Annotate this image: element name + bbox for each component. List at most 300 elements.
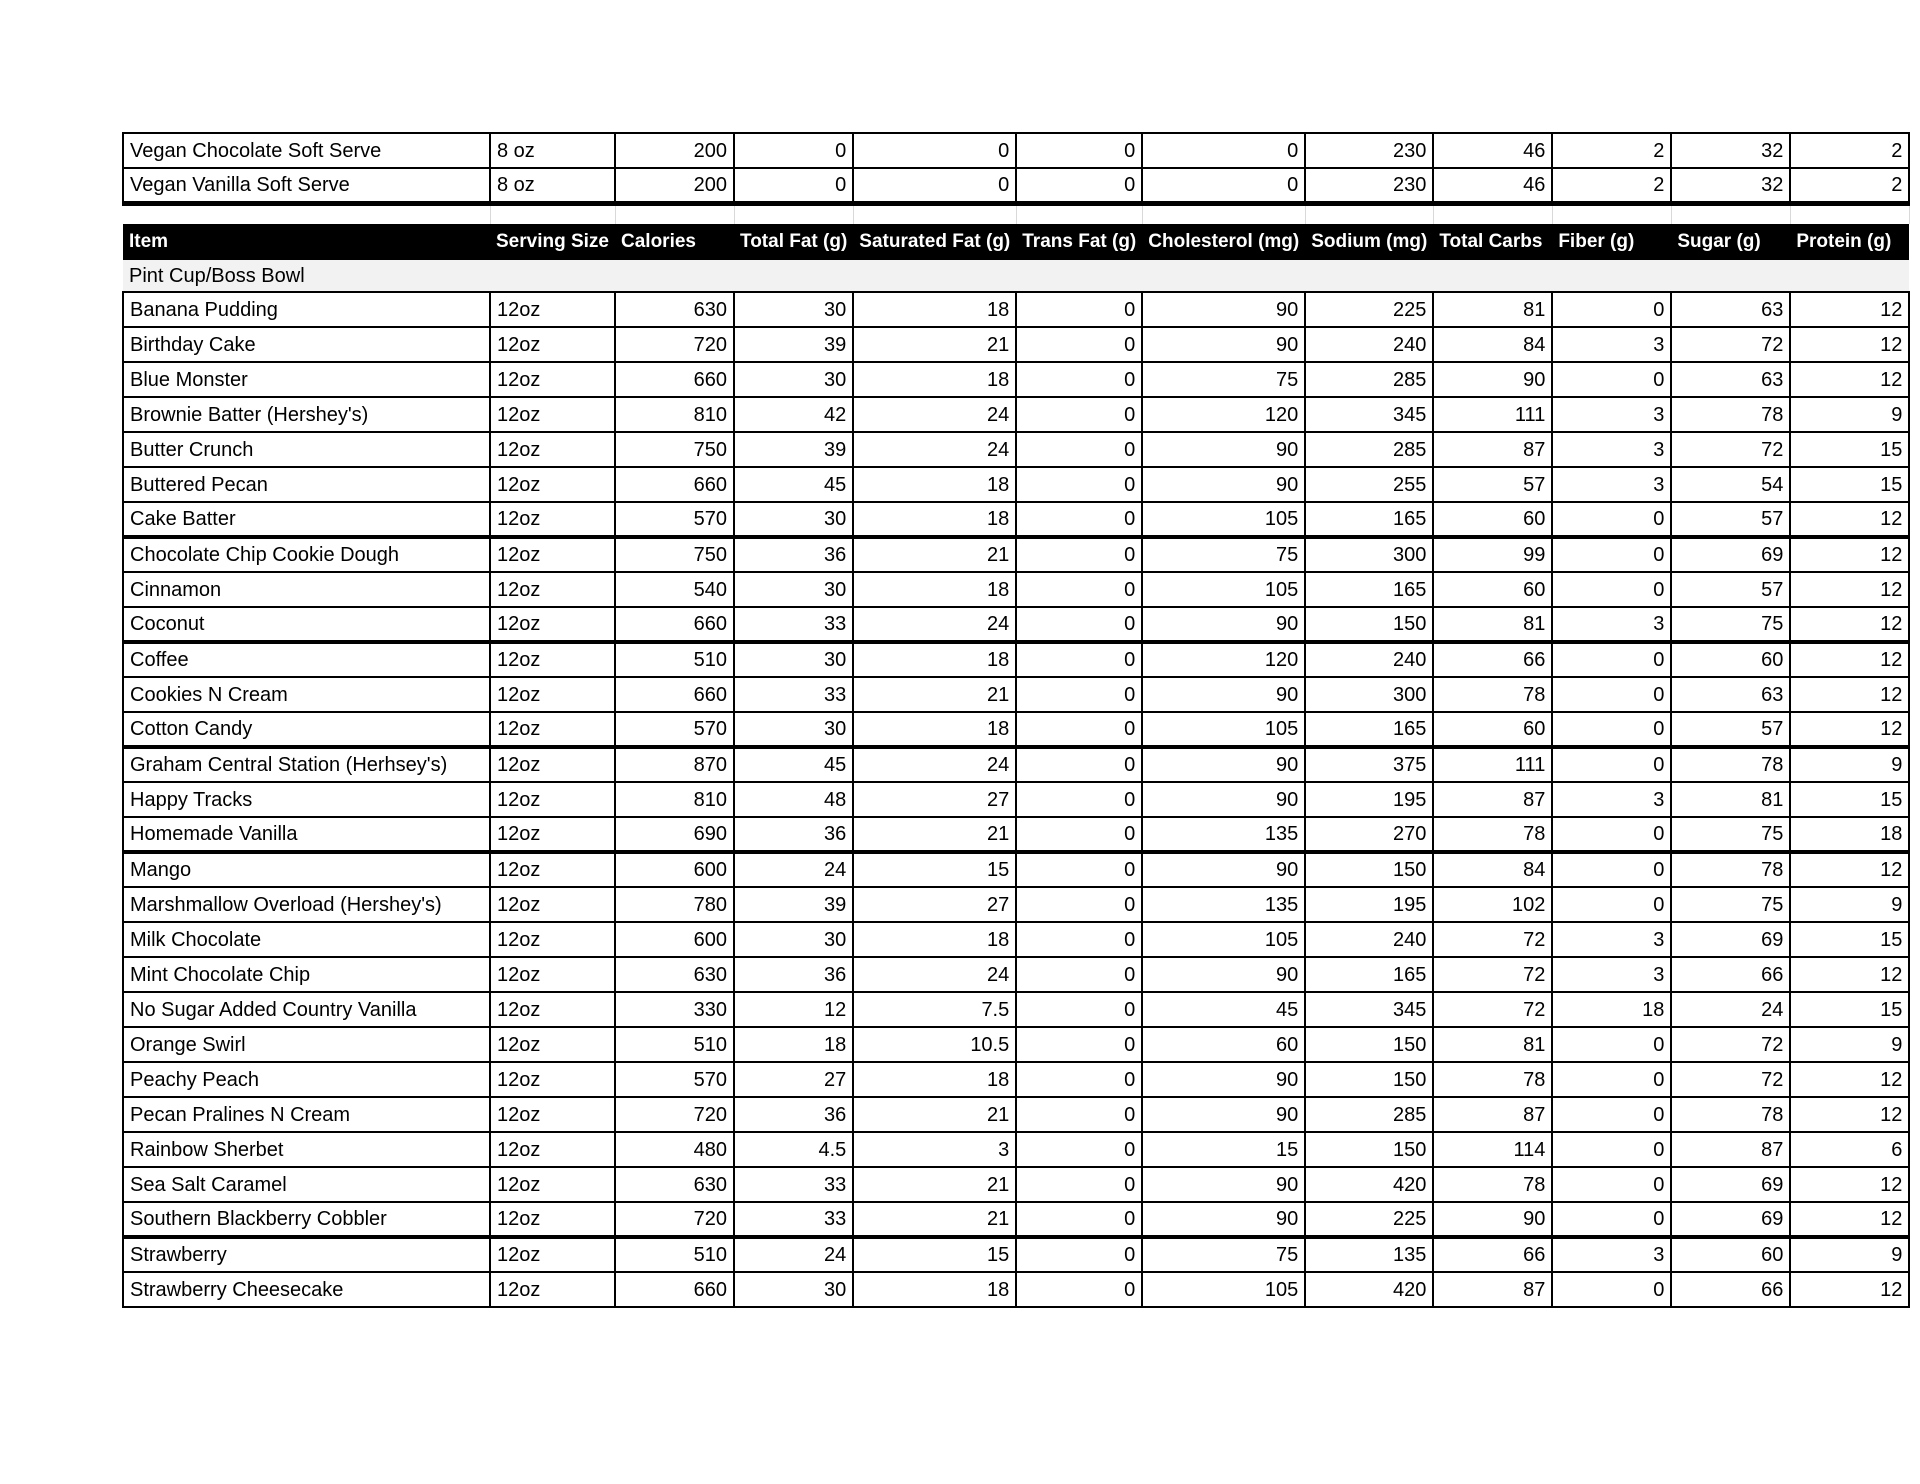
cell-item: Blue Monster	[123, 362, 490, 397]
cell-value: 12	[1790, 1097, 1909, 1132]
cell-value: 12	[1790, 1062, 1909, 1097]
cell-value: 0	[1016, 1272, 1142, 1307]
cell-value: 720	[615, 1097, 734, 1132]
mid-section	[123, 203, 1909, 292]
cell-value: 0	[853, 168, 1016, 203]
cell-value: 0	[1552, 677, 1671, 712]
cell-serving-size: 12oz	[490, 1027, 615, 1062]
cell-value: 21	[853, 1202, 1016, 1237]
cell-value: 57	[1433, 467, 1552, 502]
cell-value: 30	[734, 642, 853, 677]
cell-value: 9	[1790, 887, 1909, 922]
flavor-rows	[123, 292, 1909, 1307]
cell-value: 111	[1433, 747, 1552, 782]
cell-value: 102	[1433, 887, 1552, 922]
table-row	[123, 467, 1909, 502]
cell-value: 90	[1142, 432, 1305, 467]
cell-item: Chocolate Chip Cookie Dough	[123, 537, 490, 572]
cell-value: 690	[615, 817, 734, 852]
cell-value: 45	[734, 747, 853, 782]
cell-value: 15	[1790, 467, 1909, 502]
table-row	[123, 1272, 1909, 1307]
cell-value: 75	[1671, 817, 1790, 852]
cell-value: 750	[615, 432, 734, 467]
cell-value: 0	[1552, 887, 1671, 922]
cell-value: 24	[853, 397, 1016, 432]
table-row	[123, 432, 1909, 467]
cell-item: Sea Salt Caramel	[123, 1167, 490, 1202]
cell-value: 0	[1016, 1062, 1142, 1097]
cell-value: 90	[1142, 1097, 1305, 1132]
cell-value: 75	[1142, 362, 1305, 397]
cell-item: Happy Tracks	[123, 782, 490, 817]
cell-value: 105	[1142, 1272, 1305, 1307]
cell-value: 36	[734, 1097, 853, 1132]
table-row	[123, 1202, 1909, 1237]
cell-value: 0	[1552, 1062, 1671, 1097]
cell-item: Cotton Candy	[123, 712, 490, 747]
cell-value: 0	[1552, 747, 1671, 782]
cell-value: 0	[1142, 133, 1305, 168]
cell-value: 0	[1016, 133, 1142, 168]
cell-value: 81	[1433, 292, 1552, 327]
cell-value: 75	[1142, 537, 1305, 572]
cell-value: 0	[1016, 642, 1142, 677]
cell-value: 18	[853, 572, 1016, 607]
cell-item: Pecan Pralines N Cream	[123, 1097, 490, 1132]
nutrition-spreadsheet	[122, 132, 1910, 1308]
cell-value: 420	[1305, 1167, 1433, 1202]
cell-value: 18	[853, 292, 1016, 327]
cell-value: 57	[1671, 502, 1790, 537]
cell-value: 225	[1305, 1202, 1433, 1237]
cell-item: Banana Pudding	[123, 292, 490, 327]
table-row	[123, 922, 1909, 957]
cell-value: 84	[1433, 327, 1552, 362]
cell-serving-size: 12oz	[490, 852, 615, 887]
cell-value: 24	[853, 957, 1016, 992]
cell-value: 15	[1790, 992, 1909, 1027]
cell-serving-size: 12oz	[490, 1062, 615, 1097]
cell-item: Marshmallow Overload (Hershey's)	[123, 887, 490, 922]
cell-value: 165	[1305, 502, 1433, 537]
cell-value: 90	[1142, 1062, 1305, 1097]
cell-value: 24	[853, 607, 1016, 642]
cell-value: 0	[1552, 537, 1671, 572]
cell-value: 750	[615, 537, 734, 572]
cell-serving-size: 12oz	[490, 1167, 615, 1202]
cell-value: 90	[1142, 677, 1305, 712]
cell-value: 150	[1305, 852, 1433, 887]
cell-value: 345	[1305, 397, 1433, 432]
cell-value: 0	[1016, 168, 1142, 203]
cell-value: 285	[1305, 1097, 1433, 1132]
cell-value: 510	[615, 1027, 734, 1062]
cell-value: 111	[1433, 397, 1552, 432]
cell-value: 30	[734, 712, 853, 747]
cell-value: 0	[734, 133, 853, 168]
cell-item: Milk Chocolate	[123, 922, 490, 957]
cell-serving-size: 12oz	[490, 537, 615, 572]
cell-serving-size: 12oz	[490, 432, 615, 467]
cell-value: 0	[1016, 817, 1142, 852]
column-header: Saturated Fat (g)	[853, 224, 1016, 260]
cell-value: 18	[853, 467, 1016, 502]
cell-value: 135	[1142, 887, 1305, 922]
cell-value: 0	[1016, 1132, 1142, 1167]
cell-item: Graham Central Station (Herhsey's)	[123, 747, 490, 782]
cell-value: 3	[1552, 327, 1671, 362]
cell-value: 345	[1305, 992, 1433, 1027]
cell-value: 0	[1016, 747, 1142, 782]
cell-value: 30	[734, 502, 853, 537]
cell-value: 81	[1433, 1027, 1552, 1062]
cell-serving-size: 12oz	[490, 642, 615, 677]
cell-value: 57	[1671, 712, 1790, 747]
column-header: Trans Fat (g)	[1016, 224, 1142, 260]
cell-value: 63	[1671, 677, 1790, 712]
cell-value: 3	[1552, 397, 1671, 432]
cell-value: 3	[853, 1132, 1016, 1167]
cell-value: 10.5	[853, 1027, 1016, 1062]
cell-value: 0	[1016, 712, 1142, 747]
cell-value: 6	[1790, 1132, 1909, 1167]
cell-value: 78	[1433, 1167, 1552, 1202]
cell-value: 0	[1016, 327, 1142, 362]
cell-value: 90	[1142, 957, 1305, 992]
gridline-cell	[1790, 203, 1909, 224]
cell-value: 72	[1433, 992, 1552, 1027]
cell-value: 46	[1433, 168, 1552, 203]
cell-value: 45	[734, 467, 853, 502]
cell-value: 0	[1016, 852, 1142, 887]
gridline-cell	[853, 203, 1016, 224]
cell-value: 240	[1305, 642, 1433, 677]
cell-value: 48	[734, 782, 853, 817]
cell-value: 78	[1671, 852, 1790, 887]
cell-value: 33	[734, 677, 853, 712]
cell-value: 90	[1142, 747, 1305, 782]
vegan-soft-serve-rows	[123, 133, 1909, 203]
cell-value: 18	[734, 1027, 853, 1062]
cell-serving-size: 12oz	[490, 782, 615, 817]
cell-value: 0	[1142, 168, 1305, 203]
cell-value: 660	[615, 607, 734, 642]
cell-item: No Sugar Added Country Vanilla	[123, 992, 490, 1027]
cell-value: 3	[1552, 1237, 1671, 1272]
cell-value: 2	[1552, 133, 1671, 168]
cell-value: 15	[1790, 922, 1909, 957]
cell-value: 18	[853, 712, 1016, 747]
table-row	[123, 887, 1909, 922]
cell-value: 12	[1790, 537, 1909, 572]
cell-value: 165	[1305, 712, 1433, 747]
cell-item: Vegan Vanilla Soft Serve	[123, 168, 490, 203]
cell-value: 90	[1142, 1202, 1305, 1237]
cell-value: 105	[1142, 922, 1305, 957]
cell-value: 630	[615, 1167, 734, 1202]
cell-value: 30	[734, 922, 853, 957]
table-row	[123, 397, 1909, 432]
table-row	[123, 957, 1909, 992]
cell-value: 27	[853, 782, 1016, 817]
cell-value: 195	[1305, 887, 1433, 922]
cell-value: 18	[853, 1062, 1016, 1097]
cell-value: 3	[1552, 782, 1671, 817]
cell-value: 27	[853, 887, 1016, 922]
cell-item: Buttered Pecan	[123, 467, 490, 502]
table-row	[123, 292, 1909, 327]
cell-serving-size: 12oz	[490, 607, 615, 642]
cell-serving-size: 12oz	[490, 817, 615, 852]
table-row	[123, 642, 1909, 677]
cell-value: 0	[1016, 502, 1142, 537]
cell-value: 2	[1790, 133, 1909, 168]
cell-value: 105	[1142, 572, 1305, 607]
cell-value: 480	[615, 1132, 734, 1167]
cell-value: 300	[1305, 677, 1433, 712]
cell-value: 21	[853, 327, 1016, 362]
table-row	[123, 572, 1909, 607]
cell-value: 270	[1305, 817, 1433, 852]
cell-value: 33	[734, 607, 853, 642]
cell-value: 12	[1790, 677, 1909, 712]
cell-value: 27	[734, 1062, 853, 1097]
cell-value: 18	[853, 922, 1016, 957]
cell-value: 4.5	[734, 1132, 853, 1167]
cell-value: 87	[1433, 432, 1552, 467]
cell-value: 0	[1016, 922, 1142, 957]
cell-value: 63	[1671, 292, 1790, 327]
cell-item: Strawberry	[123, 1237, 490, 1272]
cell-item: Vegan Chocolate Soft Serve	[123, 133, 490, 168]
cell-value: 3	[1552, 922, 1671, 957]
cell-value: 240	[1305, 922, 1433, 957]
spacer-row	[123, 203, 1909, 224]
cell-value: 255	[1305, 467, 1433, 502]
cell-value: 150	[1305, 1027, 1433, 1062]
cell-serving-size: 12oz	[490, 1097, 615, 1132]
cell-value: 9	[1790, 397, 1909, 432]
gridline-cell	[1305, 203, 1433, 224]
cell-value: 0	[734, 168, 853, 203]
cell-serving-size: 12oz	[490, 992, 615, 1027]
cell-value: 285	[1305, 432, 1433, 467]
cell-value: 660	[615, 1272, 734, 1307]
cell-value: 30	[734, 362, 853, 397]
table-row	[123, 1237, 1909, 1272]
cell-serving-size: 12oz	[490, 712, 615, 747]
table-row	[123, 362, 1909, 397]
header-row	[123, 224, 1909, 260]
cell-value: 72	[1671, 327, 1790, 362]
cell-value: 87	[1433, 782, 1552, 817]
cell-value: 21	[853, 677, 1016, 712]
cell-value: 12	[1790, 712, 1909, 747]
table-row	[123, 1167, 1909, 1202]
cell-serving-size: 8 oz	[490, 168, 615, 203]
cell-value: 0	[1016, 957, 1142, 992]
cell-value: 36	[734, 537, 853, 572]
cell-value: 12	[1790, 292, 1909, 327]
table-row	[123, 1062, 1909, 1097]
cell-value: 0	[1016, 292, 1142, 327]
cell-value: 21	[853, 1097, 1016, 1132]
cell-value: 105	[1142, 502, 1305, 537]
cell-value: 3	[1552, 607, 1671, 642]
cell-value: 87	[1671, 1132, 1790, 1167]
cell-serving-size: 12oz	[490, 922, 615, 957]
gridline-cell	[615, 203, 734, 224]
gridline-cell	[123, 203, 490, 224]
cell-value: 72	[1671, 1062, 1790, 1097]
cell-value: 870	[615, 747, 734, 782]
cell-value: 15	[853, 852, 1016, 887]
cell-value: 54	[1671, 467, 1790, 502]
cell-value: 21	[853, 1167, 1016, 1202]
cell-value: 0	[1552, 362, 1671, 397]
cell-value: 0	[1552, 1272, 1671, 1307]
table-row	[123, 607, 1909, 642]
cell-value: 39	[734, 432, 853, 467]
cell-item: Brownie Batter (Hershey's)	[123, 397, 490, 432]
cell-value: 420	[1305, 1272, 1433, 1307]
cell-value: 240	[1305, 327, 1433, 362]
column-header: Sodium (mg)	[1305, 224, 1433, 260]
cell-value: 165	[1305, 957, 1433, 992]
cell-value: 0	[1552, 712, 1671, 747]
cell-value: 60	[1433, 572, 1552, 607]
cell-value: 15	[1790, 432, 1909, 467]
gridline-cell	[734, 203, 853, 224]
cell-value: 0	[1016, 887, 1142, 922]
cell-value: 18	[1552, 992, 1671, 1027]
cell-value: 570	[615, 712, 734, 747]
cell-value: 120	[1142, 397, 1305, 432]
cell-value: 42	[734, 397, 853, 432]
cell-value: 300	[1305, 537, 1433, 572]
cell-value: 18	[853, 1272, 1016, 1307]
cell-value: 72	[1433, 957, 1552, 992]
cell-value: 12	[1790, 1272, 1909, 1307]
table-row	[123, 712, 1909, 747]
cell-value: 0	[1552, 852, 1671, 887]
cell-value: 0	[1016, 1097, 1142, 1132]
cell-serving-size: 12oz	[490, 362, 615, 397]
cell-value: 200	[615, 133, 734, 168]
table-row	[123, 1097, 1909, 1132]
cell-value: 0	[853, 133, 1016, 168]
cell-item: Peachy Peach	[123, 1062, 490, 1097]
cell-value: 114	[1433, 1132, 1552, 1167]
cell-value: 660	[615, 677, 734, 712]
cell-value: 12	[1790, 957, 1909, 992]
cell-value: 78	[1433, 817, 1552, 852]
table-row	[123, 992, 1909, 1027]
table-row	[123, 782, 1909, 817]
cell-value: 12	[1790, 1202, 1909, 1237]
cell-value: 630	[615, 957, 734, 992]
cell-value: 2	[1790, 168, 1909, 203]
cell-value: 66	[1433, 1237, 1552, 1272]
cell-value: 78	[1671, 747, 1790, 782]
cell-value: 21	[853, 537, 1016, 572]
cell-value: 0	[1016, 362, 1142, 397]
cell-item: Homemade Vanilla	[123, 817, 490, 852]
cell-value: 90	[1433, 362, 1552, 397]
cell-value: 87	[1433, 1097, 1552, 1132]
cell-value: 510	[615, 642, 734, 677]
cell-value: 24	[734, 852, 853, 887]
cell-value: 46	[1433, 133, 1552, 168]
cell-value: 24	[1671, 992, 1790, 1027]
cell-serving-size: 12oz	[490, 747, 615, 782]
cell-value: 0	[1552, 1027, 1671, 1062]
cell-value: 63	[1671, 362, 1790, 397]
cell-serving-size: 12oz	[490, 397, 615, 432]
cell-serving-size: 12oz	[490, 327, 615, 362]
cell-value: 285	[1305, 362, 1433, 397]
cell-value: 12	[1790, 327, 1909, 362]
cell-value: 12	[1790, 1167, 1909, 1202]
cell-value: 18	[1790, 817, 1909, 852]
cell-serving-size: 12oz	[490, 957, 615, 992]
table-row	[123, 1132, 1909, 1167]
cell-value: 90	[1142, 1167, 1305, 1202]
cell-item: Coconut	[123, 607, 490, 642]
cell-value: 150	[1305, 1132, 1433, 1167]
cell-value: 12	[1790, 572, 1909, 607]
table-row	[123, 747, 1909, 782]
column-header: Protein (g)	[1790, 224, 1909, 260]
cell-value: 81	[1433, 607, 1552, 642]
cell-value: 120	[1142, 642, 1305, 677]
cell-value: 330	[615, 992, 734, 1027]
cell-value: 0	[1552, 1167, 1671, 1202]
cell-value: 33	[734, 1202, 853, 1237]
cell-item: Cookies N Cream	[123, 677, 490, 712]
column-header: Sugar (g)	[1671, 224, 1790, 260]
cell-value: 75	[1671, 607, 1790, 642]
cell-value: 72	[1433, 922, 1552, 957]
cell-value: 39	[734, 327, 853, 362]
column-header: Item	[123, 224, 490, 260]
cell-value: 66	[1671, 957, 1790, 992]
cell-value: 60	[1433, 502, 1552, 537]
cell-value: 570	[615, 1062, 734, 1097]
cell-value: 225	[1305, 292, 1433, 327]
cell-value: 60	[1671, 642, 1790, 677]
cell-value: 12	[1790, 502, 1909, 537]
cell-value: 135	[1305, 1237, 1433, 1272]
cell-value: 3	[1552, 432, 1671, 467]
cell-value: 36	[734, 957, 853, 992]
cell-value: 69	[1671, 537, 1790, 572]
table-row	[123, 327, 1909, 362]
column-header: Calories	[615, 224, 734, 260]
cell-value: 200	[615, 168, 734, 203]
table-row	[123, 677, 1909, 712]
cell-value: 12	[1790, 642, 1909, 677]
cell-value: 0	[1552, 817, 1671, 852]
cell-item: Strawberry Cheesecake	[123, 1272, 490, 1307]
gridline-cell	[1552, 203, 1671, 224]
cell-value: 39	[734, 887, 853, 922]
cell-value: 15	[1142, 1132, 1305, 1167]
cell-item: Birthday Cake	[123, 327, 490, 362]
nutrition-table	[122, 132, 1910, 1308]
cell-value: 660	[615, 467, 734, 502]
